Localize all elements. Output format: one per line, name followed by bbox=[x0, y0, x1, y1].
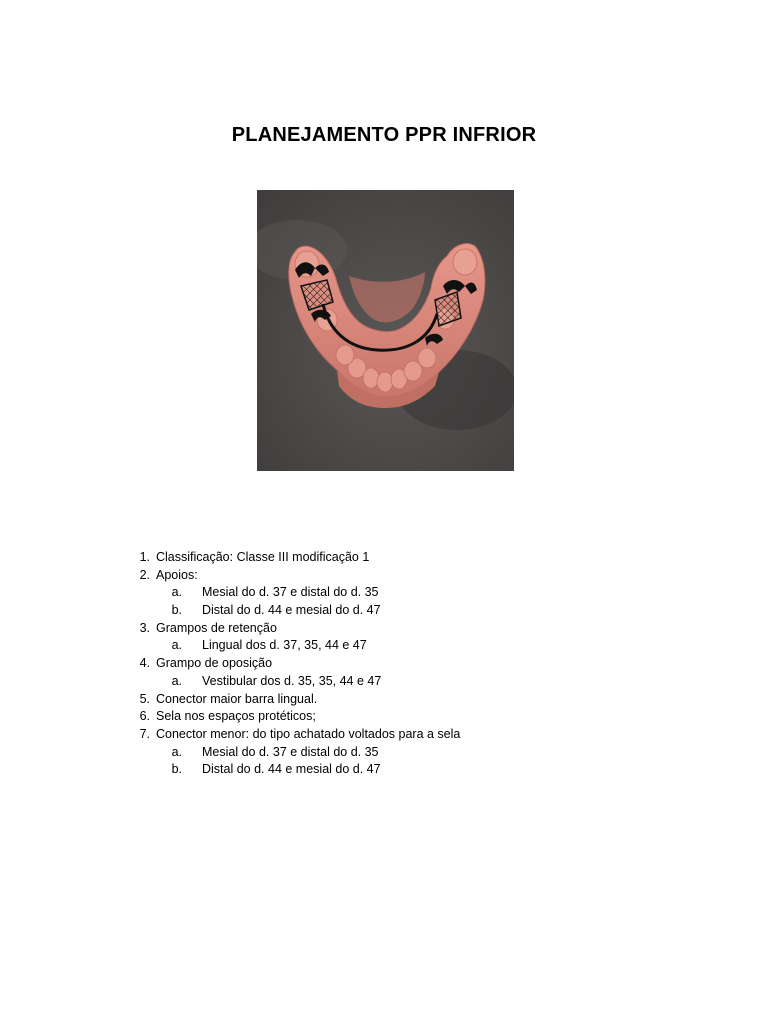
list-item bbox=[128, 708, 688, 726]
sub-list-item bbox=[128, 673, 688, 691]
sub-list-letter: b. bbox=[171, 762, 182, 777]
list-number: 4. bbox=[139, 656, 150, 671]
list-text: Classificação: Classe III modificação 1 bbox=[156, 550, 370, 564]
sub-list-letter: a. bbox=[171, 638, 182, 653]
list-text: Grampos de retenção bbox=[156, 620, 277, 635]
list-number: 1. bbox=[139, 550, 150, 564]
sub-list-text: Distal do d. 44 e mesial do d. 47 bbox=[202, 603, 381, 618]
list-number: 5. bbox=[139, 691, 150, 706]
page-title: PLANEJAMENTO PPR INFRIOR bbox=[231, 124, 537, 146]
sub-list-text: Distal do d. 44 e mesial do d. 47 bbox=[202, 762, 381, 777]
sub-list-item bbox=[128, 637, 688, 655]
sub-list-item bbox=[128, 761, 688, 779]
sub-list-text: Lingual dos d. 37, 35, 44 e 47 bbox=[202, 638, 367, 653]
list-text: Grampo de oposição bbox=[156, 656, 273, 671]
list-number: 3. bbox=[139, 620, 150, 635]
list-item bbox=[128, 655, 688, 673]
sub-list-letter: a. bbox=[171, 673, 182, 688]
list-number: 6. bbox=[139, 709, 150, 724]
list-text: Conector maior barra lingual. bbox=[156, 691, 318, 706]
list-text: Conector menor: do tipo achatado voltados para a sela bbox=[156, 726, 461, 741]
list-text: Apoios: bbox=[156, 567, 198, 582]
sub-list-item bbox=[128, 602, 688, 620]
list-text: Sela nos espaços protéticos; bbox=[156, 709, 316, 724]
list-number: 7. bbox=[139, 726, 150, 741]
list-number: 2. bbox=[139, 567, 150, 582]
list-item bbox=[128, 620, 688, 638]
sub-list-letter: a. bbox=[171, 744, 182, 759]
planning-list bbox=[128, 549, 688, 779]
list-item bbox=[128, 691, 688, 709]
sub-list-text: Vestibular dos d. 35, 35, 44 e 47 bbox=[202, 673, 382, 688]
sub-list-letter: a. bbox=[171, 585, 182, 600]
sub-list-letter: b. bbox=[171, 603, 182, 618]
sub-list-text: Mesial do d. 37 e distal do d. 35 bbox=[202, 585, 379, 600]
sub-list-item bbox=[128, 744, 688, 762]
sub-list-item bbox=[128, 584, 688, 602]
sub-list-text: Mesial do d. 37 e distal do d. 35 bbox=[202, 744, 379, 759]
list-item bbox=[128, 567, 688, 585]
list-item bbox=[128, 726, 688, 744]
list-item bbox=[128, 549, 688, 567]
dental-model-photo bbox=[257, 190, 514, 471]
